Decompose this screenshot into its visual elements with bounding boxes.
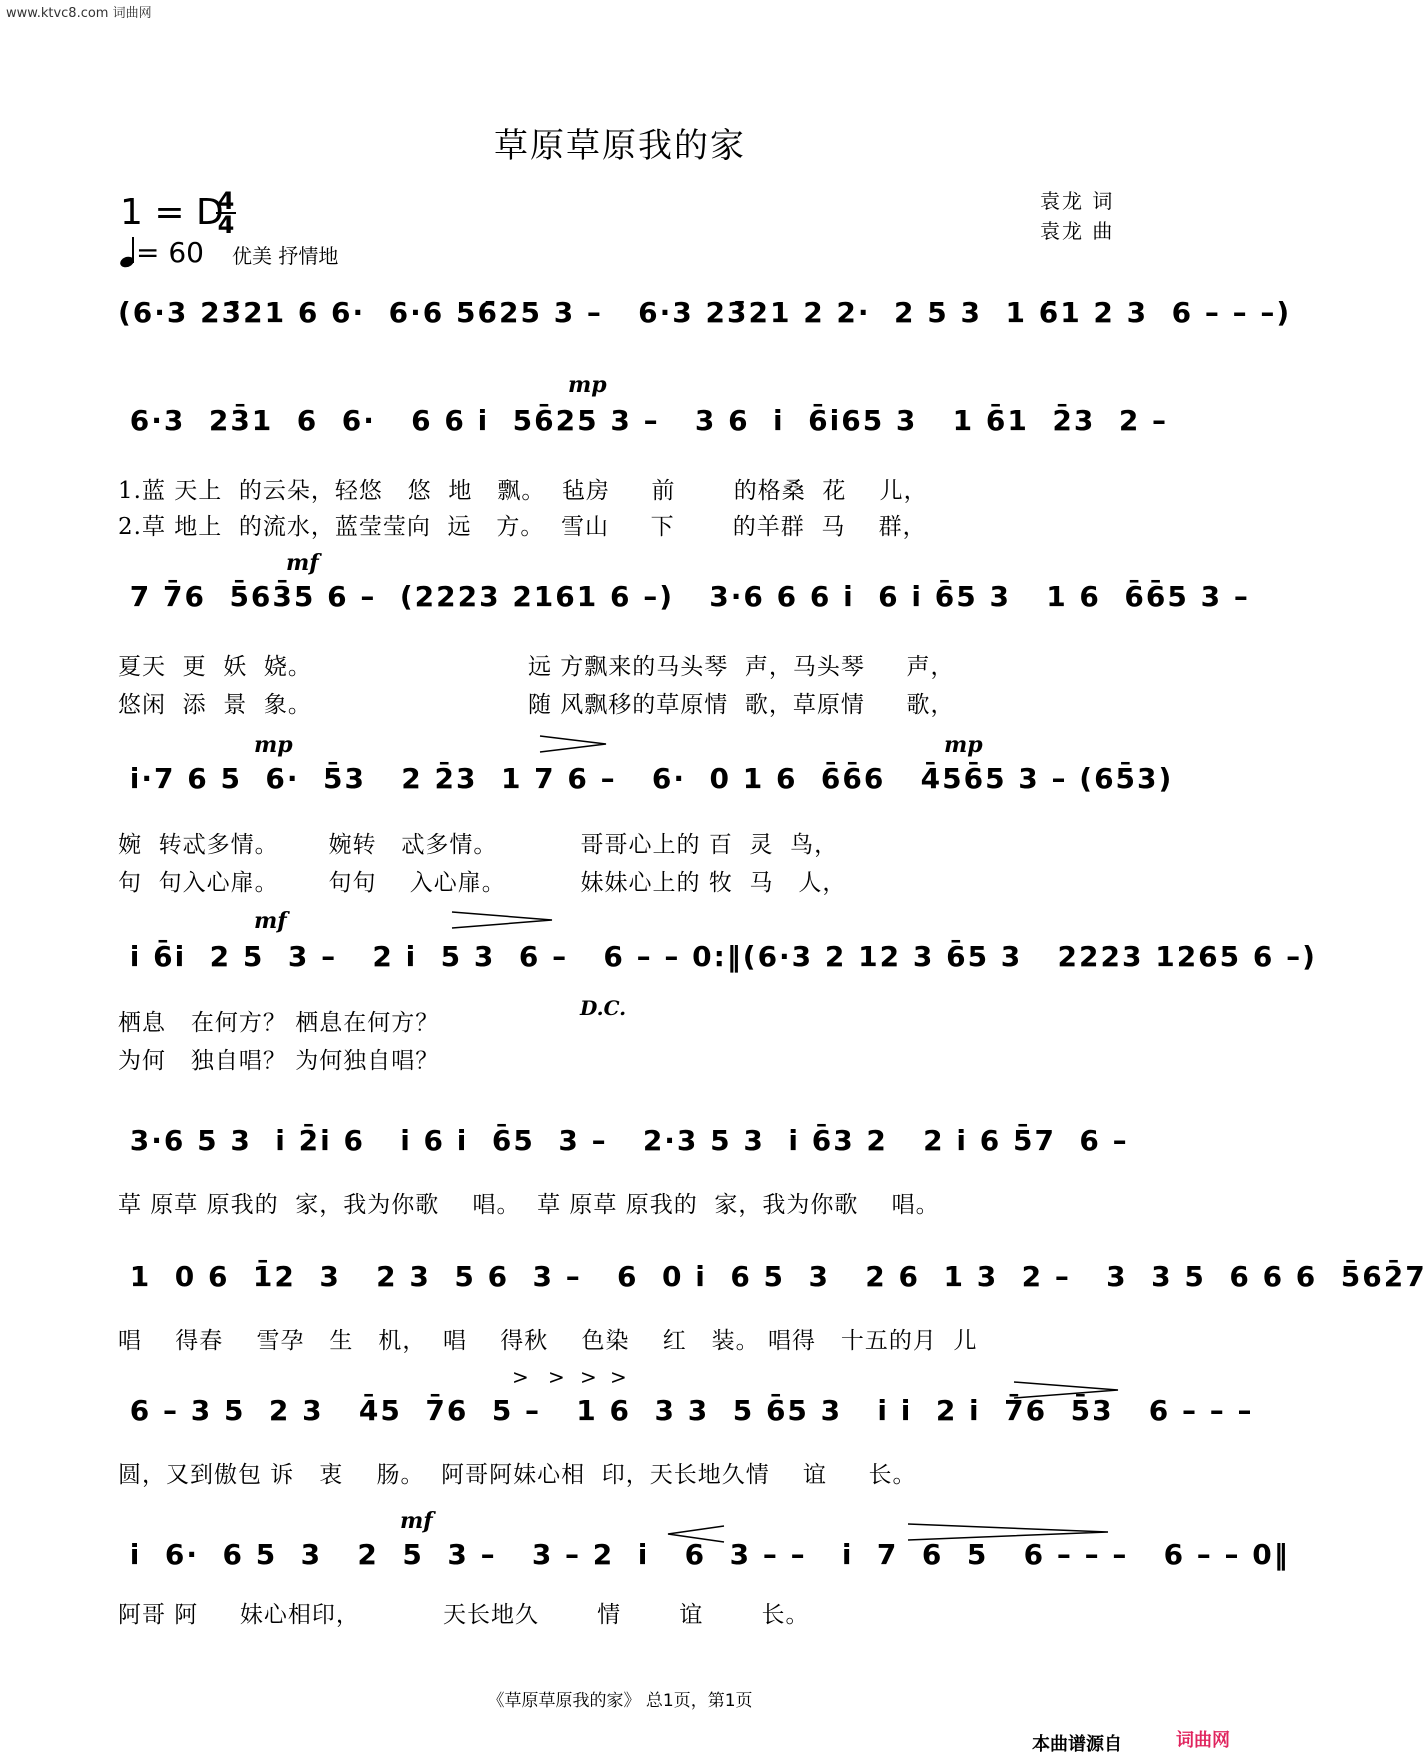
composer: 袁龙 曲 [1040,219,1115,243]
svg-text:>: > [548,1365,565,1389]
lyric-line: 圆，又到傲包 诉 衷 肠。 阿哥阿妹心相 印，天长地久情 谊 长。 [118,1462,917,1488]
svg-text:>: > [512,1365,529,1389]
lyricist: 袁龙 词 [1040,189,1115,213]
notation-line: i 6· 6 5 3 2 5 3 – 3 – 2 i 6 3 – – i 7 6 5 6 – – – 6 – – 0‖ [118,1538,1290,1571]
tempo-value: = 60 [136,236,204,269]
lyric-line: 栖息 在何方？ 栖息在何方？ [118,1010,440,1036]
page-footer: 《草原草原我的家》 总1页，第1页 [487,1691,753,1711]
time-top: 4 [217,187,235,215]
watermark: www.ktvc8.com 词曲网 [6,6,152,21]
dynamic-mf: mf [400,1508,433,1534]
dynamic-mf: mf [254,908,287,934]
page-title: 草原草原我的家 [494,126,746,166]
key-signature: 1 = D [120,192,224,233]
notation-line: i·7 6 5 6· 5̄3 2 2̄3 1 7 6 – 6· 0 1 6 6̄6̄6 4̄56̄5 3 – (65̄3) [118,762,1174,795]
dynamic-mp: mp [568,372,607,398]
decrescendo-hairpin [908,1524,1108,1540]
expression-text: 优美 抒情地 [232,244,339,268]
notation-line: 6 – 3 5 2 3 4̄5 7̄6 5 – 1 6 3 3 5 6̄5 3 i i 2 i 7̄6 5̄3 6 – – – [118,1394,1254,1427]
lyric-line: 夏天 更 妖 娆。 远 方飘来的马头琴 声，马头琴 声， [118,654,955,680]
dynamic-mp: mp [254,732,293,758]
notation-line: 6·3 23̄1 6 6· 6 6 i 56̄25 3 – 3 6 i 6̄i65 3 1 6̄1 2̄3 2 – [118,404,1169,437]
decrescendo-hairpin [540,736,606,752]
notation-line: 1 0 6 1̄2 3 2 3 5 6 3 – 6 0 i 6 5 3 2 6 1 3 2 – 3 3 5 6 6 6 5̄62̄7 [118,1260,1427,1293]
crescendo-hairpin [668,1526,724,1542]
da-capo-marking: D.C. [580,996,627,1020]
lyric-line: 1.蓝 天上 的云朵，轻悠 悠 地 飘。 毡房 前 的格桑 花 儿， [118,478,928,504]
dynamic-mp: mp [944,732,983,758]
lyric-line: 2.草 地上 的流水，蓝莹莹向 远 方。 雪山 下 的羊群 马 群， [118,514,927,540]
lyric-line: 草 原草 原我的 家，我为你歌 唱。 草 原草 原我的 家，我为你歌 唱。 [118,1192,940,1218]
decrescendo-hairpin [452,912,552,928]
lyric-line: 唱 得春 雪孕 生 机， 唱 得秋 色染 红 装。 唱得 十五的月 儿 [118,1328,978,1354]
source-brand[interactable]: 词曲网 [1176,1730,1230,1751]
decrescendo-hairpin [1014,1382,1118,1398]
notation-line: 7 7̄6 5̄63̄5 6 – (2223 2161 6 –) 3·6 6 6 i 6 i 6̄5 3 1 6 6̄6̄5 3 – [118,580,1250,613]
notation-line: i 6̄i 2 5 3 – 2 i 5 3 6 – 6 – – 0:‖(6·3 2 12 3 6̄5 3 2223 1265 6 –) [118,940,1317,973]
lyric-line: 婉 转忒多情。 婉转 忒多情。 哥哥心上的 百 灵 鸟， [118,832,839,858]
lyric-line: 句 句入心扉。 句句 入心扉。 妹妹心上的 牧 马 人， [118,870,847,896]
lyric-line: 悠闲 添 景 象。 随 风飘移的草原情 歌，草原情 歌， [118,692,955,718]
lyric-line: 为何 独自唱？ 为何独自唱？ [118,1048,440,1074]
time-bottom: 4 [217,211,235,239]
lyric-line: 阿哥 阿 妹心相印， 天长地久 情 谊 长。 [118,1602,810,1628]
svg-text:>: > [580,1365,597,1389]
dynamic-mf: mf [286,550,319,576]
source-label: 本曲谱源自 [1032,1734,1122,1755]
svg-text:>: > [610,1365,627,1389]
notation-line: (6·3 23̄21 6 6· 6·6 56̄25 3 – 6·3 23̄21 2 2· 2 5 3 1 6̄1 2 3 6 – – –) [118,296,1292,329]
notation-line: 3·6 5 3 i 2̄i 6 i 6 i 6̄5 3 – 2·3 5 3 i 6̄3 2 2 i 6 5̄7 6 – [118,1124,1129,1157]
